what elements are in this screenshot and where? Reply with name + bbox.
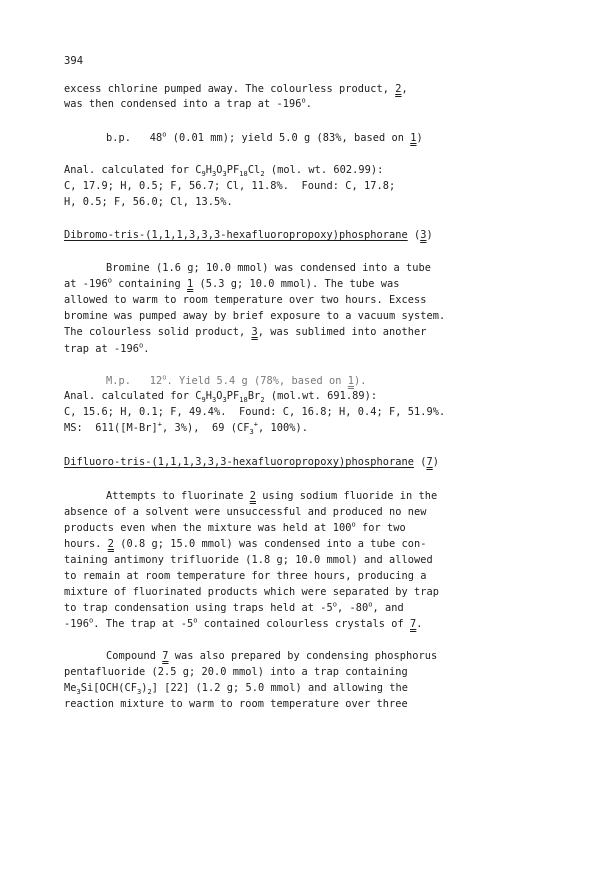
intro-line-2: was then condensed into a trap at -196$^o$.: [64, 96, 312, 110]
paragraph-line: mixture of fluorinated products which were separated by trap: [64, 586, 439, 598]
section-heading-difluoro: Difluoro-tris-(1,1,1,3,3,3-hexafluoropropoxy)phosphorane (7): [64, 456, 439, 468]
analysis-line-2: C, 15.6; H, 0.1; F, 49.4%. Found: C, 16.8; H, 0.4; F, 51.9%.: [64, 406, 446, 418]
compound-ref: 2: [395, 83, 402, 95]
compound-ref: 7: [426, 456, 433, 468]
paragraph-line: allowed to warm to room temperature over two hours. Excess: [64, 294, 427, 306]
paragraph-line: to trap condensation using traps held at -5$^o$, -80$^o$, and: [64, 600, 404, 614]
analysis-line-1: Anal. calculated for $C_9H_3O_3PF_{18}Br_2$ (mol.wt. 691.89):: [64, 390, 378, 405]
compound-ref: 1: [410, 132, 417, 144]
compound-ref: 3: [420, 229, 427, 241]
paragraph-line: pentafluoride (2.5 g; 20.0 mmol) into a trap containing: [64, 666, 408, 678]
paragraph-line: bromine was pumped away by brief exposure to a vacuum system.: [64, 310, 446, 322]
paragraph-line: taining antimony trifluoride (1.8 g; 10.0 mmol) and allowed: [64, 554, 433, 566]
paragraph-line: $Me_3Si[OCH(CF_3)_2]$ [22] (1.2 g; 5.0 mmol) and allowing the: [64, 682, 409, 697]
melting-point-line: M.p. 12$^o$. Yield 5.4 g (78%, based on 1).: [106, 373, 367, 387]
intro-line-1: excess chlorine pumped away. The colourless product, 2,: [64, 83, 408, 95]
section-heading-dibromo: Dibromo-tris-(1,1,1,3,3,3-hexafluoropropoxy)phosphorane (3): [64, 229, 433, 241]
paragraph-line: products even when the mixture was held at 100$^o$ for two: [64, 520, 406, 534]
compound-ref: 2: [107, 538, 114, 550]
analysis-line-2: C, 17.9; H, 0.5; F, 56.7; Cl, 11.8%. Found: C, 17.8;: [64, 180, 396, 192]
paragraph-line: at -196$^o$ containing 1 (5.3 g; 10.0 mmol). The tube was: [64, 276, 400, 290]
compound-ref: 3: [251, 326, 258, 338]
analysis-line-3: H, 0.5; F, 56.0; Cl, 13.5%.: [64, 196, 233, 208]
compound-ref: 7: [162, 650, 169, 662]
mass-spec-line: MS: 611([M-Br]+, 3%), 69 ($CF_3^+$, 100%).: [64, 420, 309, 437]
compound-ref: 2: [249, 490, 256, 502]
paragraph-line: -196$^o$. The trap at -5$^o$ contained colourless crystals of 7.: [64, 616, 423, 630]
compound-ref: 1: [187, 278, 194, 290]
paragraph-line: hours. 2 (0.8 g; 15.0 mmol) was condensed into a tube con-: [64, 538, 427, 550]
paragraph-line: absence of a solvent were unsuccessful and produced no new: [64, 506, 427, 518]
paragraph-line: Bromine (1.6 g; 10.0 mmol) was condensed into a tube: [106, 262, 431, 274]
analysis-line-1: Anal. calculated for $C_9H_3O_3PF_{18}Cl_2$ (mol. wt. 602.99):: [64, 164, 384, 179]
page-number: 394: [64, 55, 84, 67]
paragraph-line: to remain at room temperature for three hours, producing a: [64, 570, 427, 582]
paragraph-line: Attempts to fluorinate 2 using sodium fluoride in the: [106, 490, 438, 502]
paragraph-line: Compound 7 was also prepared by condensing phosphorus: [106, 650, 438, 662]
paragraph-line: trap at -196$^o$.: [64, 341, 150, 355]
compound-ref: 7: [410, 618, 417, 630]
boiling-point-line: b.p. 48$^o$ (0.01 mm); yield 5.0 g (83%, based on 1): [106, 130, 423, 144]
compound-ref: 1: [347, 375, 354, 387]
paragraph-line: The colourless solid product, 3, was sublimed into another: [64, 326, 427, 338]
paragraph-line: reaction mixture to warm to room temperature over three: [64, 698, 408, 710]
